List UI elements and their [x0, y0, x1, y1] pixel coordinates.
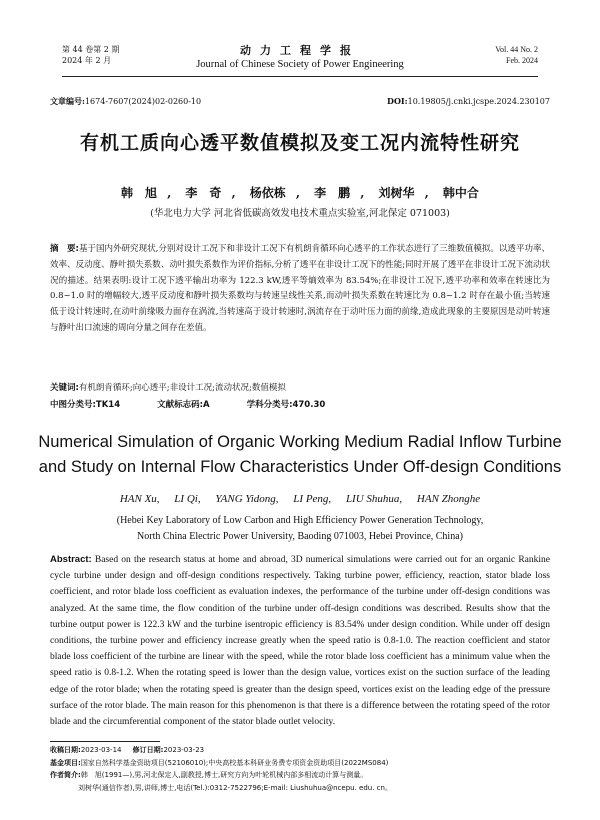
volume-en: Vol. 44 No. 2 — [495, 45, 538, 54]
footnote-divider — [50, 741, 160, 742]
header-center — [62, 44, 538, 72]
author-cn: 李 鹏 — [314, 186, 351, 200]
affiliation-en-line: North China Electric Power University, Baoding 071003, Hebei Province, China) — [137, 531, 463, 542]
abstract-cn — [50, 242, 550, 337]
affiliation-cn: (华北电力大学 河北省低碳高效发电技术重点实验室,河北保定 071003) — [150, 208, 450, 219]
subject-code: 学科分类号:470.30 — [246, 400, 326, 410]
abstract-cn-label: 摘 要: — [50, 244, 79, 254]
author-en: YANG Yidong, — [215, 493, 279, 505]
date-cn: 2024 年 2 月 — [62, 56, 112, 65]
journal-name-cn: 动力工程学报 — [240, 44, 360, 57]
header-right — [495, 44, 538, 66]
authors-cn: 韩 旭 , 李 奇 , 杨依栋 , 李 鹏 , 刘树华 , 韩中合 — [121, 186, 479, 200]
volume-cn: 第 44 卷第 2 期 — [62, 45, 120, 54]
footnote-corresponding: 刘树华(通信作者),男,讲师,博士,电话(Tel.):0312-7522796;E-mail: Liushuhua@ncepu. edu. cn。 — [78, 783, 392, 792]
author-cn: 韩 旭 — [121, 186, 158, 200]
keywords-cn-text: 有机朗肯循环;向心透平;非设计工况;流动状况;数值模拟 — [78, 383, 286, 393]
author-en: HAN Xu, — [119, 493, 160, 505]
title-en-line: Numerical Simulation of Organic Working Medium Radial Inflow Turbine — [38, 433, 562, 451]
authors-en — [0, 493, 600, 505]
classification-cn — [50, 398, 550, 410]
doi: DOI:10.19805/j.cnki.jcspe.2024.230107 — [387, 96, 550, 106]
keywords-cn — [50, 381, 550, 393]
affiliation-en — [0, 513, 600, 545]
author-cn: 韩中合 — [442, 186, 479, 200]
author-cn: 杨依栋 — [249, 186, 286, 200]
title-en — [0, 430, 600, 480]
author-en: LI Peng, — [293, 493, 332, 505]
abstract-en-label: Abstract: — [50, 554, 92, 565]
title-en-line: and Study on Internal Flow Characteristics Under Off-design Conditions — [38, 458, 562, 476]
footnote-author: 作者简介:韩 旭(1991—),男,河北保定人,副教授,博士,研究方向为叶轮机械内部多相流动计算与测量。 — [50, 771, 368, 779]
title-cn: 有机工质向心透平数值模拟及变工况内流特性研究 — [79, 132, 520, 154]
keywords-cn-label: 关键词: — [50, 383, 79, 393]
abstract-cn-text: 基于国内外研究现状,分别对设计工况下和非设计工况下有机朗肯循环向心透平的工作状态进行了三维数值模拟。以透平功率、效率、反动度、静叶损失系数、动叶损失系数作为评价指标,分析了透平在非设计工况下的性能;同时开展了透平在非设计工况下流动状况的描述。结果表明:设计工况下透平输出功率为 122.3 kW,透平等熵效率为 83.54%;在非设计工况下,透平功率和效率在转速比为 0.8~1.0 时的增幅较大,透平反动度和静叶损失系数均与转速呈线性关系,而动叶损失系数在转速比为 0.8~1.2 时存在最小值;当转速低于设计转速时,在动叶前缘吸力面存在涡流,当转速高于设计转速时,涡流存在于动叶压力面的前缘,造成此现象的主要原因是动叶转速与静叶出口流速的周向分量之间存在差值。 — [50, 244, 550, 333]
author-en: LIU Shuhua, — [345, 493, 403, 505]
author-cn: 李 奇 — [185, 186, 222, 200]
author-en: HAN Zhonghe — [416, 493, 481, 505]
abstract-en — [50, 552, 550, 730]
affiliation-en-line: (Hebei Key Laboratory of Low Carbon and High Efficiency Power Generation Technology, — [116, 515, 484, 526]
author-cn: 刘树华 — [378, 186, 415, 200]
footnote — [50, 744, 560, 794]
author-en: LI Qi, — [174, 493, 201, 505]
footnote-dates: 收稿日期:2023-03-14 修订日期:2023-03-23 — [50, 746, 205, 754]
date-en: Feb. 2024 — [506, 56, 538, 65]
document-code: 文献标志码:A — [157, 400, 210, 410]
article-number: 文章编号:1674-7607(2024)02-0260-10 — [50, 96, 202, 106]
running-header — [62, 44, 538, 77]
abstract-en-text: Based on the research status at home and abroad, 3D numerical simulations were carried out for an organic Rankine cycle turbine under design and off-design conditions respectively. Taking turbine power, efficiency, reaction, stator blade loss coefficient, and rotor blade loss coefficient as evaluation indexes, the performance of the turbine under off-design conditions was analyzed. At the same time, the flow condition of the turbine under off-design conditions was described. Results show that the turbine output power is 122.3 kW and the turbine isentropic efficiency is 83.54% under design condition. While under off design conditions, the turbine power and efficiency increase greatly when the speed ratio is 0.8-1.0. The reaction coefficient and stator blade loss coefficient of the turbine are linear with the speed, while the rotor blade loss coefficient has a minimum value when the speed ratio is 0.8-1.2. When the rotating speed is lower than the design value, vortices exist on the suction surface of the leading edge of the rotor blade; when the rotating speed is greater than the design speed, vortices exist on the leading edge of the pressure surface of the rotor blade. The main reason for this phenomenon is that there is a difference between the rotating speed of the rotor blade and the circumferential component of the stator blade outlet velocity. — [50, 555, 550, 728]
clc-number: 中图分类号:TK14 — [50, 400, 121, 410]
journal-name-en: Journal of Chinese Society of Power Engineering — [196, 59, 404, 70]
footnote-fund: 基金项目:国家自然科学基金资助项目(52106010);中央高校基本科研业务费专项资金资助项目(2022MS084) — [50, 758, 389, 767]
